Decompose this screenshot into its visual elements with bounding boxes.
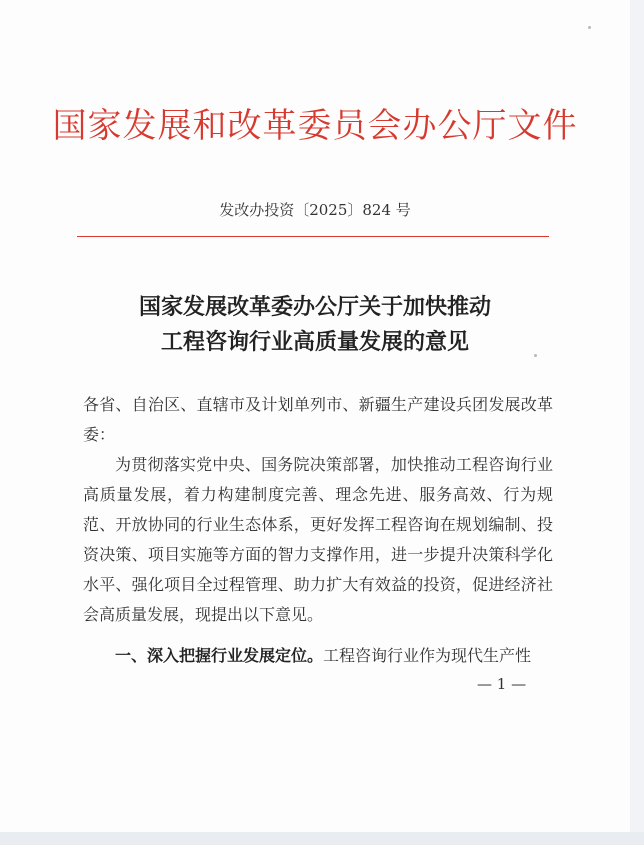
section-1-line: [83, 641, 553, 671]
body-paragraph: 为贯彻落实党中央、国务院决策部署，加快推动工程咨询行业高质量发展，着力构建制度完善、理念先进、服务高效、行为规范、开放协同的行业生态体系，更好发挥工程咨询在规划编制、投资决策、项目实施等方面的智力支撑作用，进一步提升决策科学化水平、强化项目全过程管理、助力扩大有效益的投资，促进经济社会高质量发展，现提出以下意见。: [83, 455, 553, 624]
red-divider-line: [77, 236, 549, 237]
page-number: — 1 —: [477, 675, 527, 693]
scan-speck: [534, 354, 537, 357]
section-1-text: 工程咨询行业作为现代生产性: [323, 646, 532, 665]
addressee-paragraph: 各省、自治区、直辖市及计划单列市、新疆生产建设兵团发展改革委：: [83, 395, 553, 444]
viewer-background-bottom: [0, 832, 644, 845]
document-number: 发改办投资〔2025〕824 号: [219, 201, 411, 219]
scan-speck: [588, 26, 591, 29]
document-title-line-1: 国家发展改革委办公厅关于加快推动: [138, 294, 491, 320]
red-header-title: 国家发展和改革委员会办公厅文件: [52, 106, 578, 146]
viewer-background-right: [630, 0, 644, 845]
document-title-line-2: 工程咨询行业高质量发展的意见: [160, 329, 469, 355]
section-1-heading: 一、深入把握行业发展定位。: [115, 646, 324, 665]
